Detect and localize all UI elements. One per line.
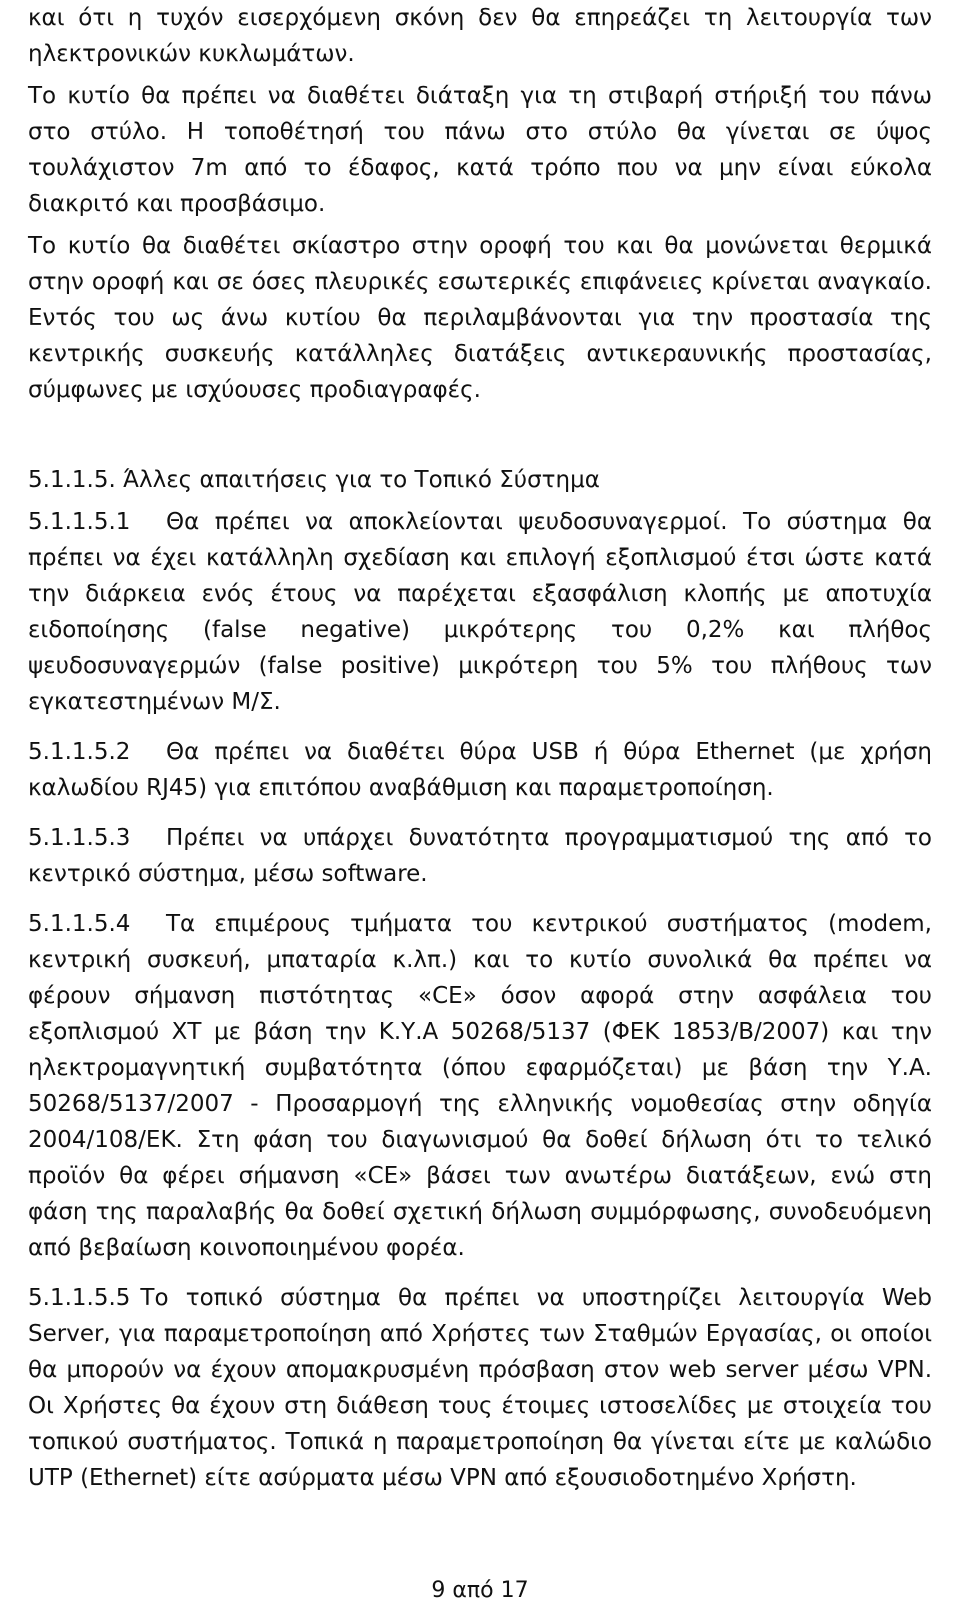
item-number: 5.1.1.5.4 bbox=[28, 911, 131, 937]
requirement-item bbox=[28, 504, 932, 720]
item-number: 5.1.1.5.3 bbox=[28, 825, 131, 851]
page-number: 9 από 17 bbox=[431, 1578, 529, 1603]
item-text: Θα πρέπει να αποκλείονται ψευδοσυναγερμοί. Το σύστημα θα πρέπει να έχει κατάλληλη σχεδίαση και επιλογή εξοπλισμού έτσι ώστε κατά την διάρκεια ενός έτους να παρέχεται εξασφάλιση κλοπής με αποτυχία ειδοποίησης (false negative) μικρότερης του 0,2% και πλήθος ψευδοσυναγερμών (false positive) μικρότερη του 5% του πλήθους των εγκατεστημένων Μ/Σ. bbox=[28, 509, 932, 715]
item-number: 5.1.1.5.5 bbox=[28, 1285, 131, 1311]
item-number: 5.1.1.5.1 bbox=[28, 509, 131, 535]
item-text: Τα επιμέρους τμήματα του κεντρικού συστήματος (modem, κεντρική συσκευή, μπαταρία κ.λπ.) και το κυτίο συνολικά θα πρέπει να φέρουν σήμανση πιστότητας «CE» όσον αφορά στην ασφάλεια του εξοπλισμού ΧΤ με βάση την Κ.Υ.Α 50268/5137 (ΦΕΚ 1853/Β/2007) και την ηλεκτρομαγνητική συμβατότητα (όπου εφαρμόζεται) με βάση την Υ.Α. 50268/5137/2007 - Προσαρμογή της ελληνικής νομοθεσίας στην οδηγία 2004/108/ΕΚ. Στη φάση του διαγωνισμού θα δοθεί δήλωση ότι το τελικό προϊόν θα φέρει σήμανση «CE» βάσει των ανωτέρω διατάξεων, ενώ στη φάση της παραλαβής θα δοθεί σχετική δήλωση συμμόρφωσης, συνοδευόμενη από βεβαίωση κοινοποιημένου φορέα. bbox=[28, 911, 932, 1261]
requirement-item bbox=[28, 906, 932, 1266]
requirement-item bbox=[28, 734, 932, 806]
intro-paragraph: και ότι η τυχόν εισερχόμενη σκόνη δεν θα επηρεάζει τη λειτουργία των ηλεκτρονικών κυκλωμάτων. bbox=[28, 5, 932, 67]
requirement-item bbox=[28, 820, 932, 892]
item-number: 5.1.1.5.2 bbox=[28, 739, 131, 765]
requirement-item bbox=[28, 1280, 932, 1496]
section-heading: 5.1.1.5. Άλλες απαιτήσεις για το Τοπικό Σύστημα bbox=[28, 467, 600, 493]
intro-paragraph: Το κυτίο θα διαθέτει σκίαστρο στην οροφή του και θα μονώνεται θερμικά στην οροφή και σε όσες πλευρικές εσωτερικές επιφάνειες κρίνεται αναγκαίο. Εντός του ως άνω κυτίου θα περιλαμβάνονται για την προστασία της κεντρικής συσκευής κατάλληλες διατάξεις αντικεραυνικής προστασίας, σύμφωνες με ισχύουσες προδιαγραφές. bbox=[28, 233, 932, 403]
document-page bbox=[28, 0, 932, 1496]
item-text: Θα πρέπει να διαθέτει θύρα USB ή θύρα Ethernet (με χρήση καλωδίου RJ45) για επιτόπου αναβάθμιση και παραμετροποίηση. bbox=[28, 739, 932, 801]
intro-paragraph: Το κυτίο θα πρέπει να διαθέτει διάταξη για τη στιβαρή στήριξή του πάνω στο στύλο. Η τοποθέτησή του πάνω στο στύλο θα γίνεται σε ύψος τουλάχιστον 7m από το έδαφος, κατά τρόπο που να μην είναι εύκολα διακριτό και προσβάσιμο. bbox=[28, 83, 932, 217]
item-text: Το τοπικό σύστημα θα πρέπει να υποστηρίζει λειτουργία Web Server, για παραμετροποίηση από Χρήστες των Σταθμών Εργασίας, οι οποίοι θα μπορούν να έχουν απομακρυσμένη πρόσβαση στον web server μέσω VPN. Οι Χρήστες θα έχουν στη διάθεση τους έτοιμες ιστοσελίδες με στοιχεία του τοπικού συστήματος. Τοπικά η παραμετροποίηση θα γίνεται είτε με καλώδιο UTP (Ethernet) είτε ασύρματα μέσω VPN από εξουσιοδοτημένο Χρήστη. bbox=[28, 1285, 932, 1491]
item-text: Πρέπει να υπάρχει δυνατότητα προγραμματισμού της από το κεντρικό σύστημα, μέσω software. bbox=[28, 825, 932, 887]
